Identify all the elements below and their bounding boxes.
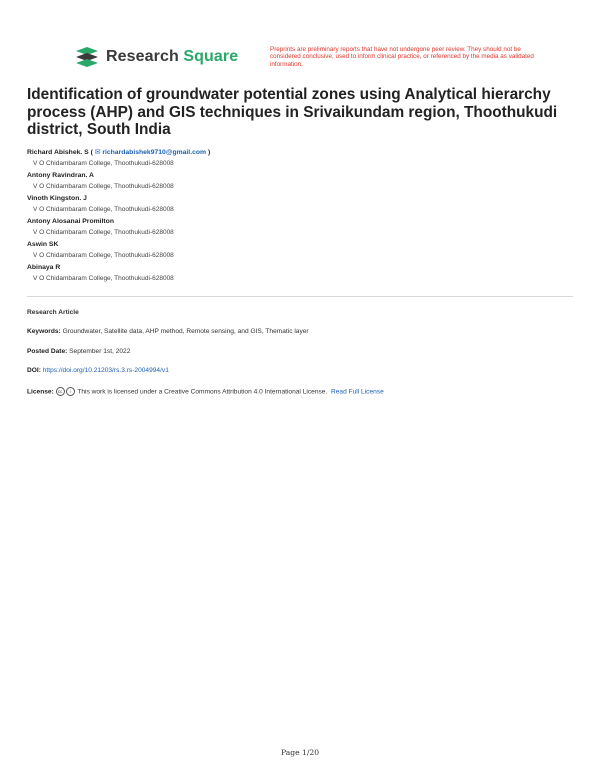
author-list [27,147,567,285]
doi-link[interactable]: https://doi.org/10.21203/rs.3.rs-2004994/v1 [42,367,169,374]
author-name: Richard Abishek. S ( ✉ richardabishek9710@gmail.com ) [27,149,211,156]
paper-title: Identification of groundwater potential zones using Analytical hierarchy process (AHP) and GIS techniques in Srivaikundam region, Thoothukudi district, South India [27,86,558,138]
page-header [74,46,534,76]
attribution-icon: i [66,387,75,396]
author-affiliation: V O Chidambaram College, Thoothukudi-628008 [33,252,174,259]
author-name: Aswin SK [27,241,59,248]
posted-date: Posted Date: September 1st, 2022 [27,348,131,355]
section-divider [27,296,573,297]
author-name: Abinaya R [27,264,61,271]
research-square-logo-icon [74,46,100,68]
article-type: Research Article [27,309,79,316]
author-affiliation: V O Chidambaram College, Thoothukudi-628008 [33,206,174,213]
preprint-disclaimer: Preprints are preliminary reports that have not undergone peer review. They should not be considered conclusive, used to inform clinical practice, or referenced by the media as validated information. [270,46,534,68]
page-number: Page 1/20 [280,748,320,757]
author-affiliation: V O Chidambaram College, Thoothukudi-628008 [33,275,174,282]
cc-icon: cc [56,387,65,396]
read-full-license-link[interactable]: Read Full License [330,388,384,396]
author-email-link[interactable]: ✉ richardabishek9710@gmail.com [94,149,207,156]
author-name: Vinoth Kingston. J [27,195,87,202]
research-square-logo[interactable] [74,46,238,68]
license: License: cc i This work is licensed under a Creative Commons Attribution 4.0 International License. Read Full License [27,388,384,396]
keywords: Keywords: Groundwater, Satellite data, AHP method, Remote sensing, and GIS, Thematic layer [27,328,309,335]
author-affiliation: V O Chidambaram College, Thoothukudi-628008 [33,229,174,236]
author-affiliation: V O Chidambaram College, Thoothukudi-628008 [33,183,174,190]
author-affiliation: V O Chidambaram College, Thoothukudi-628008 [33,160,174,167]
author-name: Antony Alosanai Promilton [27,218,114,225]
author-name: Antony Ravindran. A [27,172,94,179]
logo-text: Research Square [106,48,239,65]
doi: DOI: https://doi.org/10.21203/rs.3.rs-2004994/v1 [27,367,169,374]
